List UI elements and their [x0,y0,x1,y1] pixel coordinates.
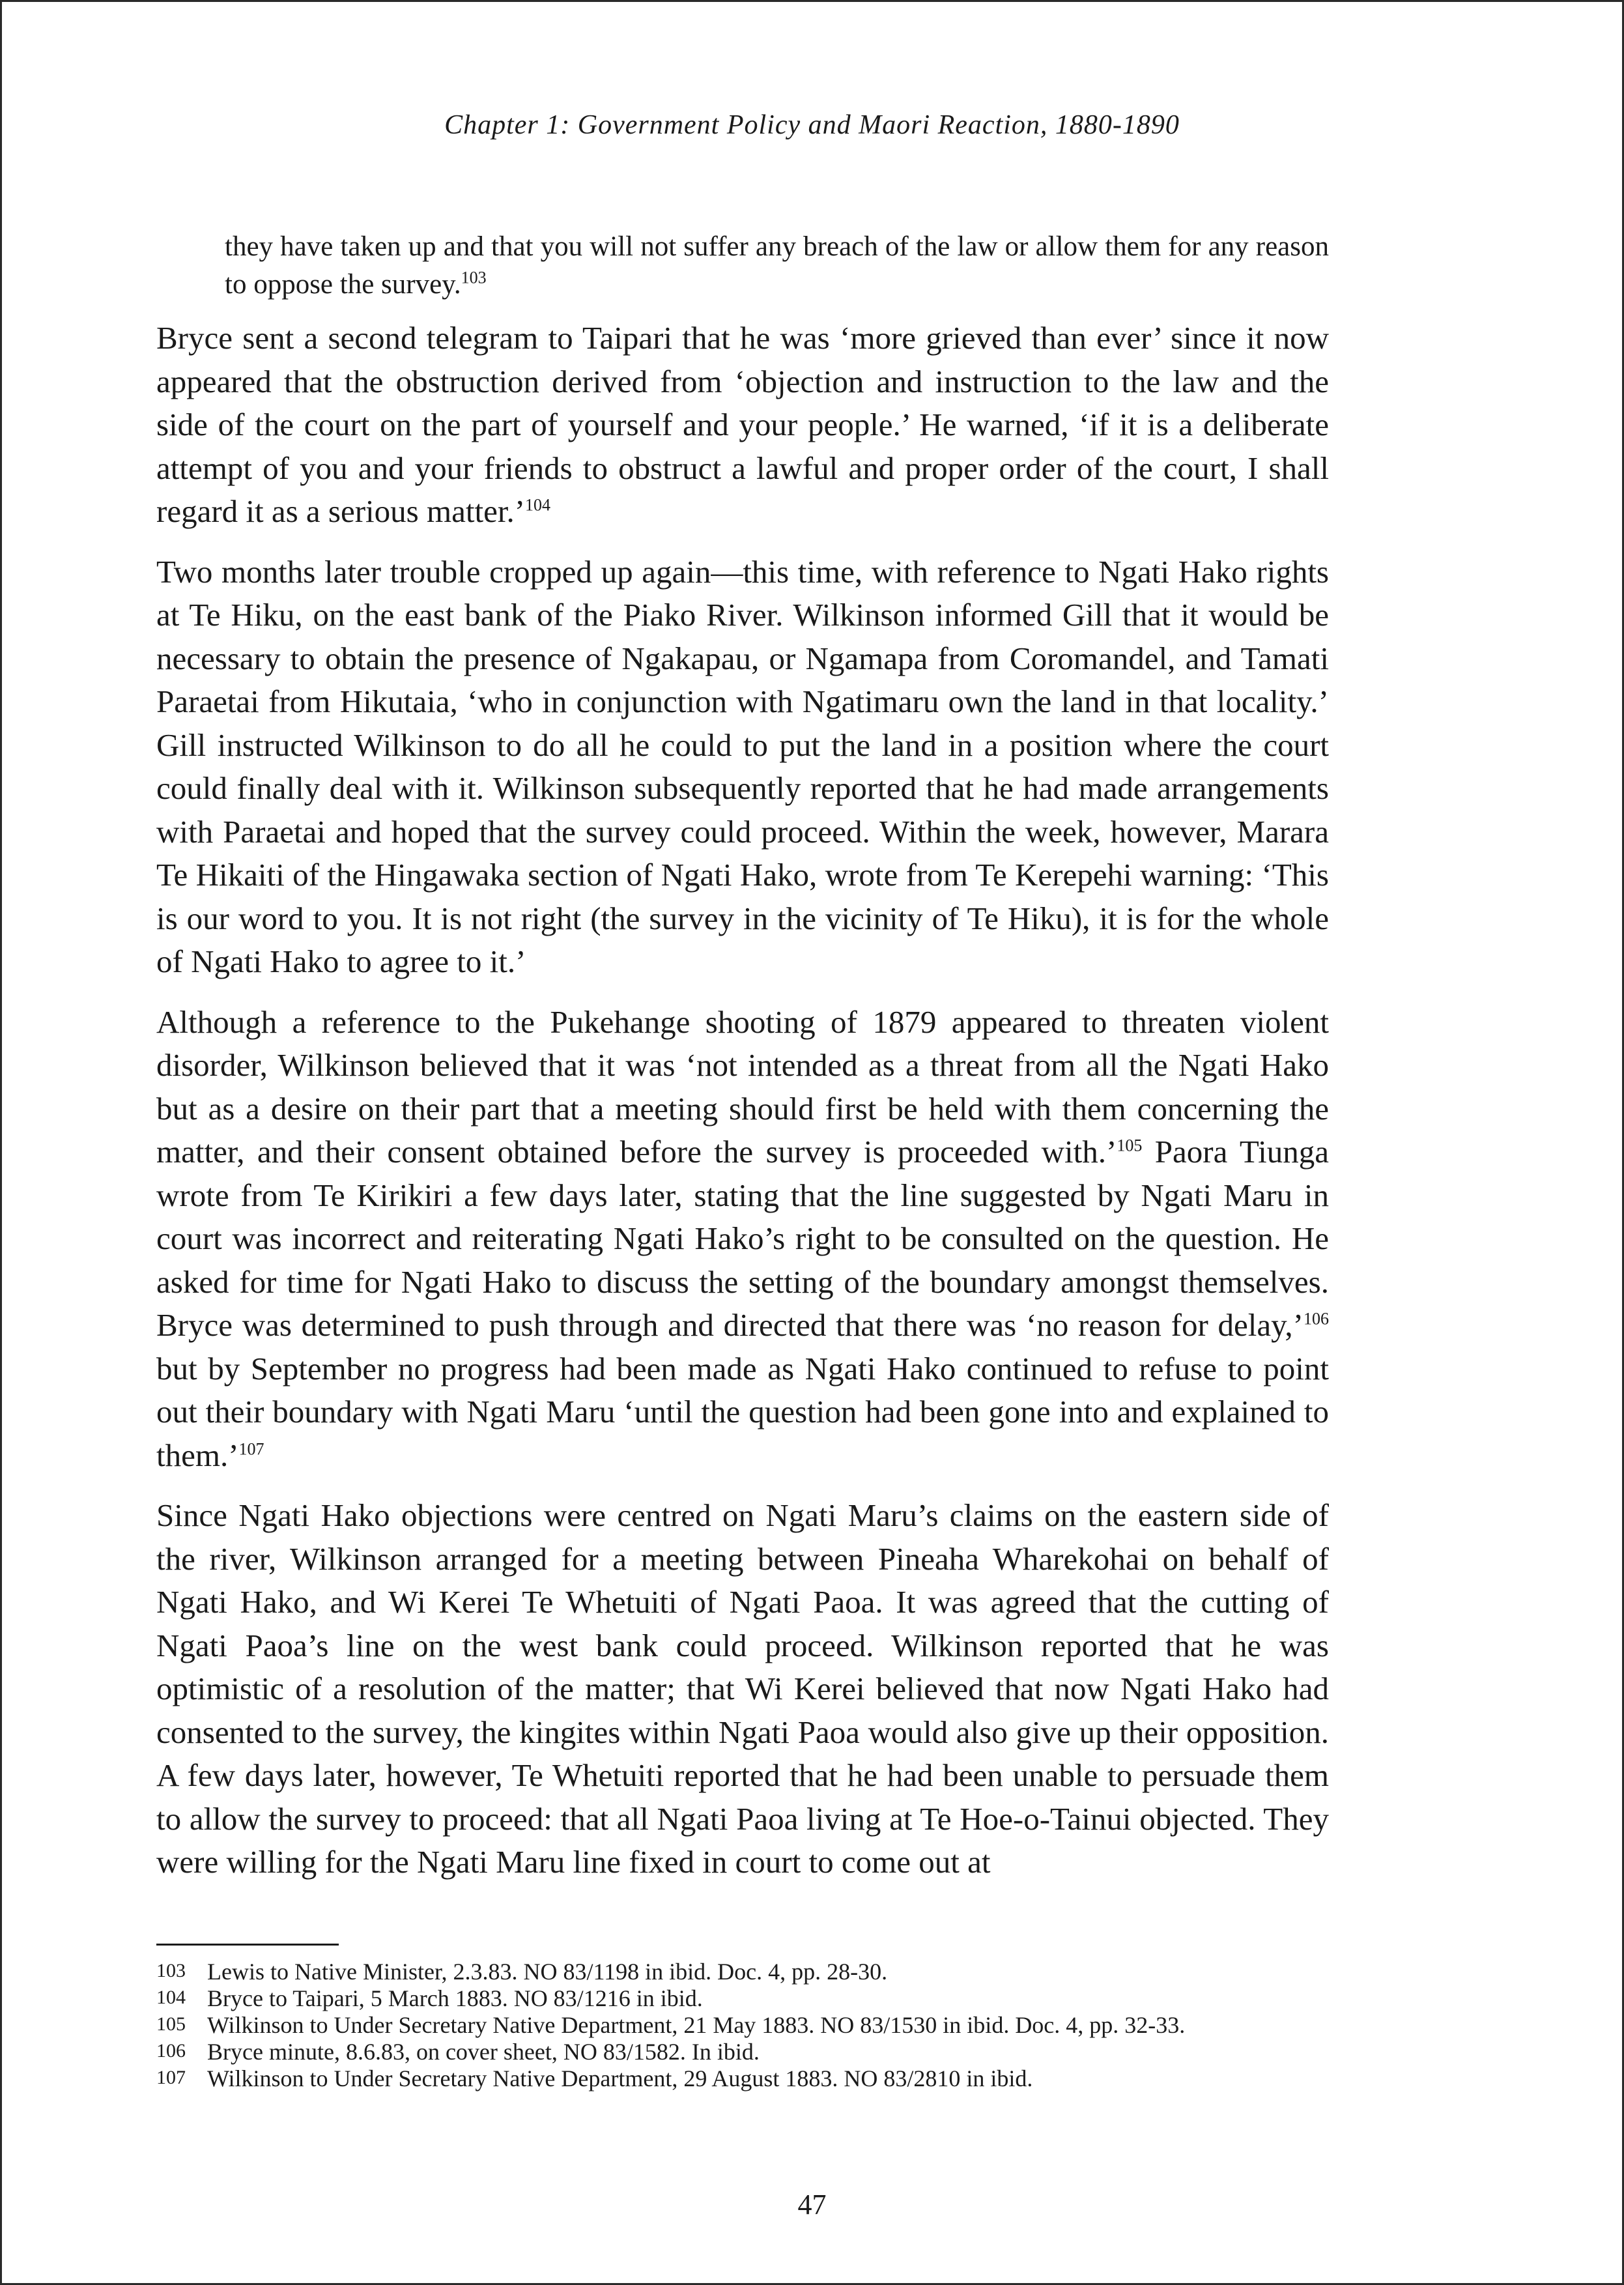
paragraph-3 [156,1001,1329,1478]
footnote-text: Bryce minute, 8.6.83, on cover sheet, NO 83/1582. In ibid. [207,2039,760,2065]
footnote-ref[interactable]: 103 [461,268,487,287]
paragraph-4 [156,1494,1329,1884]
footnote-divider [156,1944,339,1946]
paragraph-text: but by September no progress had been made as Ngati Hako continued to refuse to point out their boundary with Ngati Maru ‘until the question had been gone into and explained to them.’ [156,1350,1329,1473]
footnote-number: 104 [156,1987,186,2008]
block-quote [225,228,1329,304]
body-text [156,228,1329,1901]
footnote-text: Wilkinson to Under Secretary Native Department, 29 August 1883. NO 83/2810 in ibid. [207,2065,1033,2091]
paragraph-1 [156,317,1329,534]
block-quote-text: they have taken up and that you will not suffer any breach of the law or allow them for any reason to oppose the survey. [225,231,1329,300]
footnote-number: 106 [156,2040,186,2062]
running-header: Chapter 1: Government Policy and Maori Reaction, 1880-1890 [444,110,1180,140]
paragraph-text: Bryce sent a second telegram to Taipari that he was ‘more grieved than ever’ since it now appeared that the obstruction derived from ‘objection and instruction to the law and the side of the court on the part of yourself and your people.’ He warned, ‘if it is a deliberate attempt of you and your friends to obstruct a lawful and proper order of the court, I shall regard it as a serious matter.’ [156,320,1329,529]
footnote-number: 107 [156,2067,186,2088]
footnote-ref[interactable]: 107 [238,1439,264,1459]
footnote-item [156,2011,1329,2038]
scan-edge-left [0,0,2,2285]
footnote-ref[interactable]: 104 [525,495,551,515]
footnote-number: 105 [156,2013,186,2035]
footnote-item [156,1958,1329,1985]
paragraph-text: Since Ngati Hako objections were centred on Ngati Maru’s claims on the eastern side of the river, Wilkinson arranged for a meeting between Pineaha Wharekohai on behalf of Ngati Hako, and Wi Kerei Te Whetuiti of Ngati Paoa. It was agreed that the cutting of Ngati Paoa’s line on the west bank could proceed. Wilkinson reported that he was optimistic of a resolution of the matter; that Wi Kerei believed that now Ngati Hako had consented to the survey, the kingites within Ngati Paoa would also give up their opposition. A few days later, however, Te Whetuiti reported that he had been unable to persuade them to allow the survey to proceed: that all Ngati Paoa living at Te Hoe-o-Tainui objected. They were willing for the Ngati Maru line fixed in court to come out at [156,1497,1329,1880]
footnote-item [156,2038,1329,2065]
footnote-ref[interactable]: 106 [1303,1309,1329,1329]
footnote-text: Lewis to Native Minister, 2.3.83. NO 83/1198 in ibid. Doc. 4, pp. 28-30. [207,1959,888,1985]
footnote-ref[interactable]: 105 [1117,1136,1143,1155]
paragraph-text: Paora Tiunga wrote from Te Kirikiri a few days later, stating that the line suggested by Ngati Maru in court was incorrect and reiterating Ngati Hako’s right to be consulted on the question. He asked for time for Ngati Hako to discuss the setting of the boundary amongst themselves. Bryce was determined to push through and directed that there was ‘no reason for delay,’ [156,1134,1329,1343]
footnotes [156,1958,1329,2091]
paragraph-2 [156,551,1329,984]
footnote-item [156,2065,1329,2091]
page-number: 47 [797,2189,827,2220]
footnote-number: 103 [156,1960,186,1981]
paragraph-text: Two months later trouble cropped up again—this time, with reference to Ngati Hako rights at Te Hiku, on the east bank of the Piako River. Wilkinson informed Gill that it would be necessary to obtain the presence of Ngakapau, or Ngamapa from Coromandel, and Tamati Paraetai from Hikutaia, ‘who in conjunction with Ngatimaru own the land in that locality.’ Gill instructed Wilkinson to do all he could to put the land in a position where the court could finally deal with it. Wilkinson subsequently reported that he had made arrangements with Paraetai and hoped that the survey could proceed. Within the week, however, Marara Te Hikaiti of the Hingawaka section of Ngati Hako, wrote from Te Kerepehi warning: ‘This is our word to you. It is not right (the survey in the vicinity of Te Hiku), it is for the whole of Ngati Hako to agree to it.’ [156,553,1329,979]
footnote-item [156,1985,1329,2011]
scan-edge-top [0,0,1624,2]
footnote-text: Wilkinson to Under Secretary Native Department, 21 May 1883. NO 83/1530 in ibid. Doc. 4, pp. 32-33. [207,2012,1186,2038]
paragraph-text: Although a reference to the Pukehange shooting of 1879 appeared to threaten violent disorder, Wilkinson believed that it was ‘not intended as a threat from all the Ngati Hako but as a desire on their part that a meeting should first be held with them concerning the matter, and their consent obtained before the survey is proceeded with.’ [156,1003,1329,1170]
footnote-text: Bryce to Taipari, 5 March 1883. NO 83/1216 in ibid. [207,1985,703,2011]
